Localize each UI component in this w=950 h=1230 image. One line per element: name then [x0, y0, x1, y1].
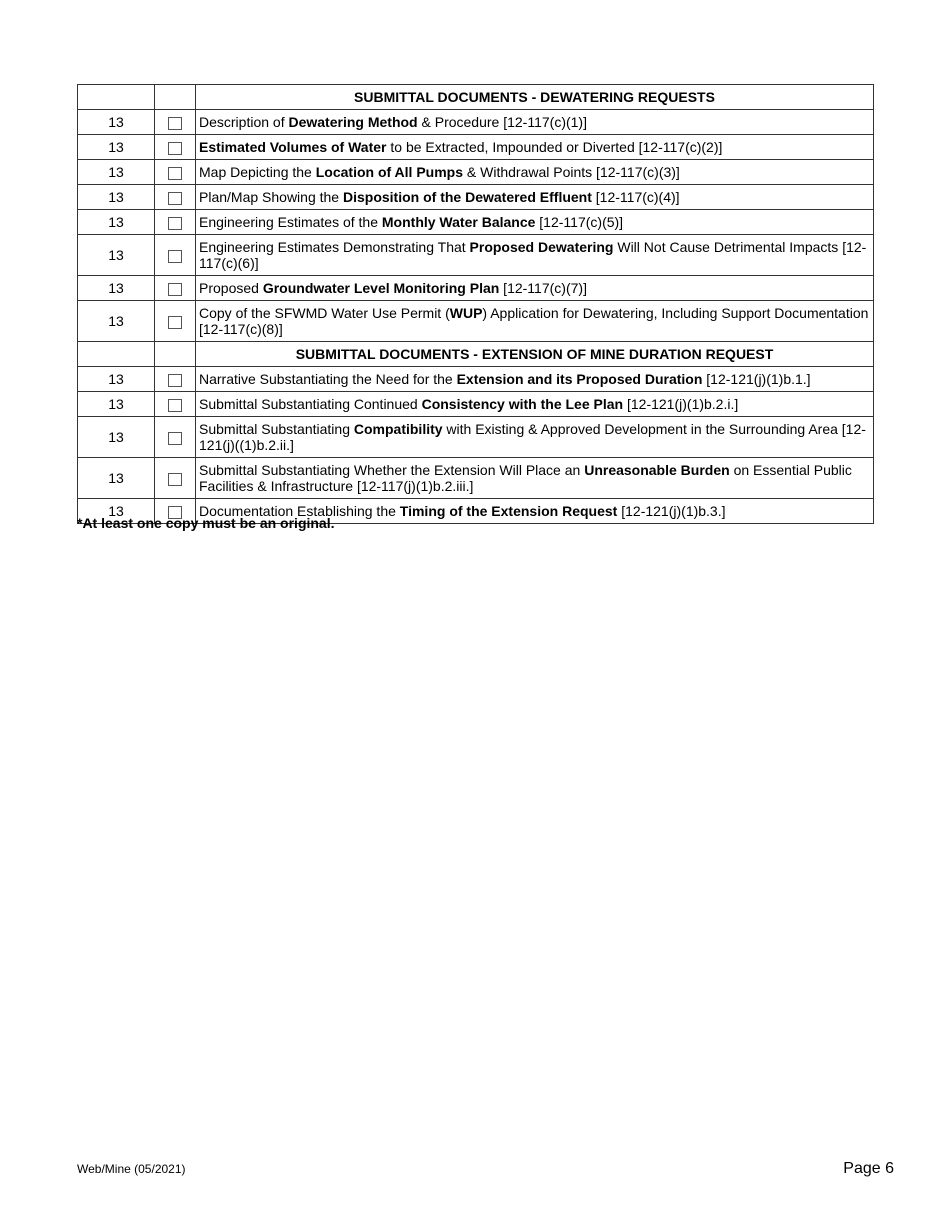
checkbox[interactable] — [168, 316, 182, 329]
item-description: Narrative Substantiating the Need for the Extension and its Proposed Duration [12-121(j)(1)b.1.] — [196, 367, 874, 392]
copies-count: 13 — [78, 135, 155, 160]
dewatering-section-header — [78, 85, 874, 110]
checkbox[interactable] — [168, 432, 182, 445]
copies-count: 13 — [78, 301, 155, 342]
item-description: Proposed Groundwater Level Monitoring Plan [12-117(c)(7)] — [196, 276, 874, 301]
copies-count: 13 — [78, 185, 155, 210]
checkbox[interactable] — [168, 117, 182, 130]
table-row — [78, 367, 874, 392]
checkbox[interactable] — [168, 142, 182, 155]
table-row — [78, 392, 874, 417]
item-description: Submittal Substantiating Whether the Extension Will Place an Unreasonable Burden on Essential Public Facilities & Infrastructure [12-117(j)(1)b.2.iii.] — [196, 458, 874, 499]
copies-count: 13 — [78, 499, 155, 524]
original-copy-note: *At least one copy must be an original. — [77, 515, 335, 531]
copies-count: 13 — [78, 417, 155, 458]
checkbox[interactable] — [168, 374, 182, 387]
copies-count: 13 — [78, 458, 155, 499]
table-row — [78, 210, 874, 235]
item-description: Submittal Substantiating Compatibility with Existing & Approved Development in the Surrounding Area [12-121(j)((1)b.2.ii.] — [196, 417, 874, 458]
checkbox[interactable] — [168, 250, 182, 263]
checkbox[interactable] — [168, 167, 182, 180]
copies-count: 13 — [78, 276, 155, 301]
copies-count: 13 — [78, 110, 155, 135]
dewatering-section-title: SUBMITTAL DOCUMENTS - DEWATERING REQUESTS — [196, 85, 874, 110]
table-row — [78, 235, 874, 276]
item-description: Estimated Volumes of Water to be Extracted, Impounded or Diverted [12-117(c)(2)] — [196, 135, 874, 160]
item-description: Submittal Substantiating Continued Consistency with the Lee Plan [12-121(j)(1)b.2.i.] — [196, 392, 874, 417]
page-number: Page 6 — [843, 1160, 894, 1177]
table-row — [78, 110, 874, 135]
extension-section-title: SUBMITTAL DOCUMENTS - EXTENSION OF MINE DURATION REQUEST — [196, 342, 874, 367]
item-description: Description of Dewatering Method & Procedure [12-117(c)(1)] — [196, 110, 874, 135]
table-row — [78, 276, 874, 301]
item-description: Plan/Map Showing the Disposition of the Dewatered Effluent [12-117(c)(4)] — [196, 185, 874, 210]
table-row — [78, 135, 874, 160]
table-row — [78, 185, 874, 210]
form-identifier: Web/Mine (05/2021) — [77, 1162, 186, 1176]
table-row — [78, 160, 874, 185]
copies-count: 13 — [78, 160, 155, 185]
table-row — [78, 301, 874, 342]
copies-count: 13 — [78, 392, 155, 417]
checkbox[interactable] — [168, 217, 182, 230]
table-row — [78, 458, 874, 499]
checkbox[interactable] — [168, 192, 182, 205]
item-description: Map Depicting the Location of All Pumps & Withdrawal Points [12-117(c)(3)] — [196, 160, 874, 185]
item-description: Copy of the SFWMD Water Use Permit (WUP) Application for Dewatering, Including Support Documentation [12-117(c)(8)] — [196, 301, 874, 342]
copies-count: 13 — [78, 235, 155, 276]
item-description: Engineering Estimates of the Monthly Water Balance [12-117(c)(5)] — [196, 210, 874, 235]
item-description: Engineering Estimates Demonstrating That Proposed Dewatering Will Not Cause Detrimental Impacts [12-117(c)(6)] — [196, 235, 874, 276]
checkbox[interactable] — [168, 399, 182, 412]
copies-count: 13 — [78, 210, 155, 235]
checkbox[interactable] — [168, 473, 182, 486]
extension-section-header — [78, 342, 874, 367]
table-row — [78, 417, 874, 458]
checkbox[interactable] — [168, 283, 182, 296]
copies-count: 13 — [78, 367, 155, 392]
submittal-checklist-table — [77, 84, 874, 524]
item-description: Documentation Establishing the Timing of the Extension Request [12-121(j)(1)b.3.] — [196, 499, 874, 524]
